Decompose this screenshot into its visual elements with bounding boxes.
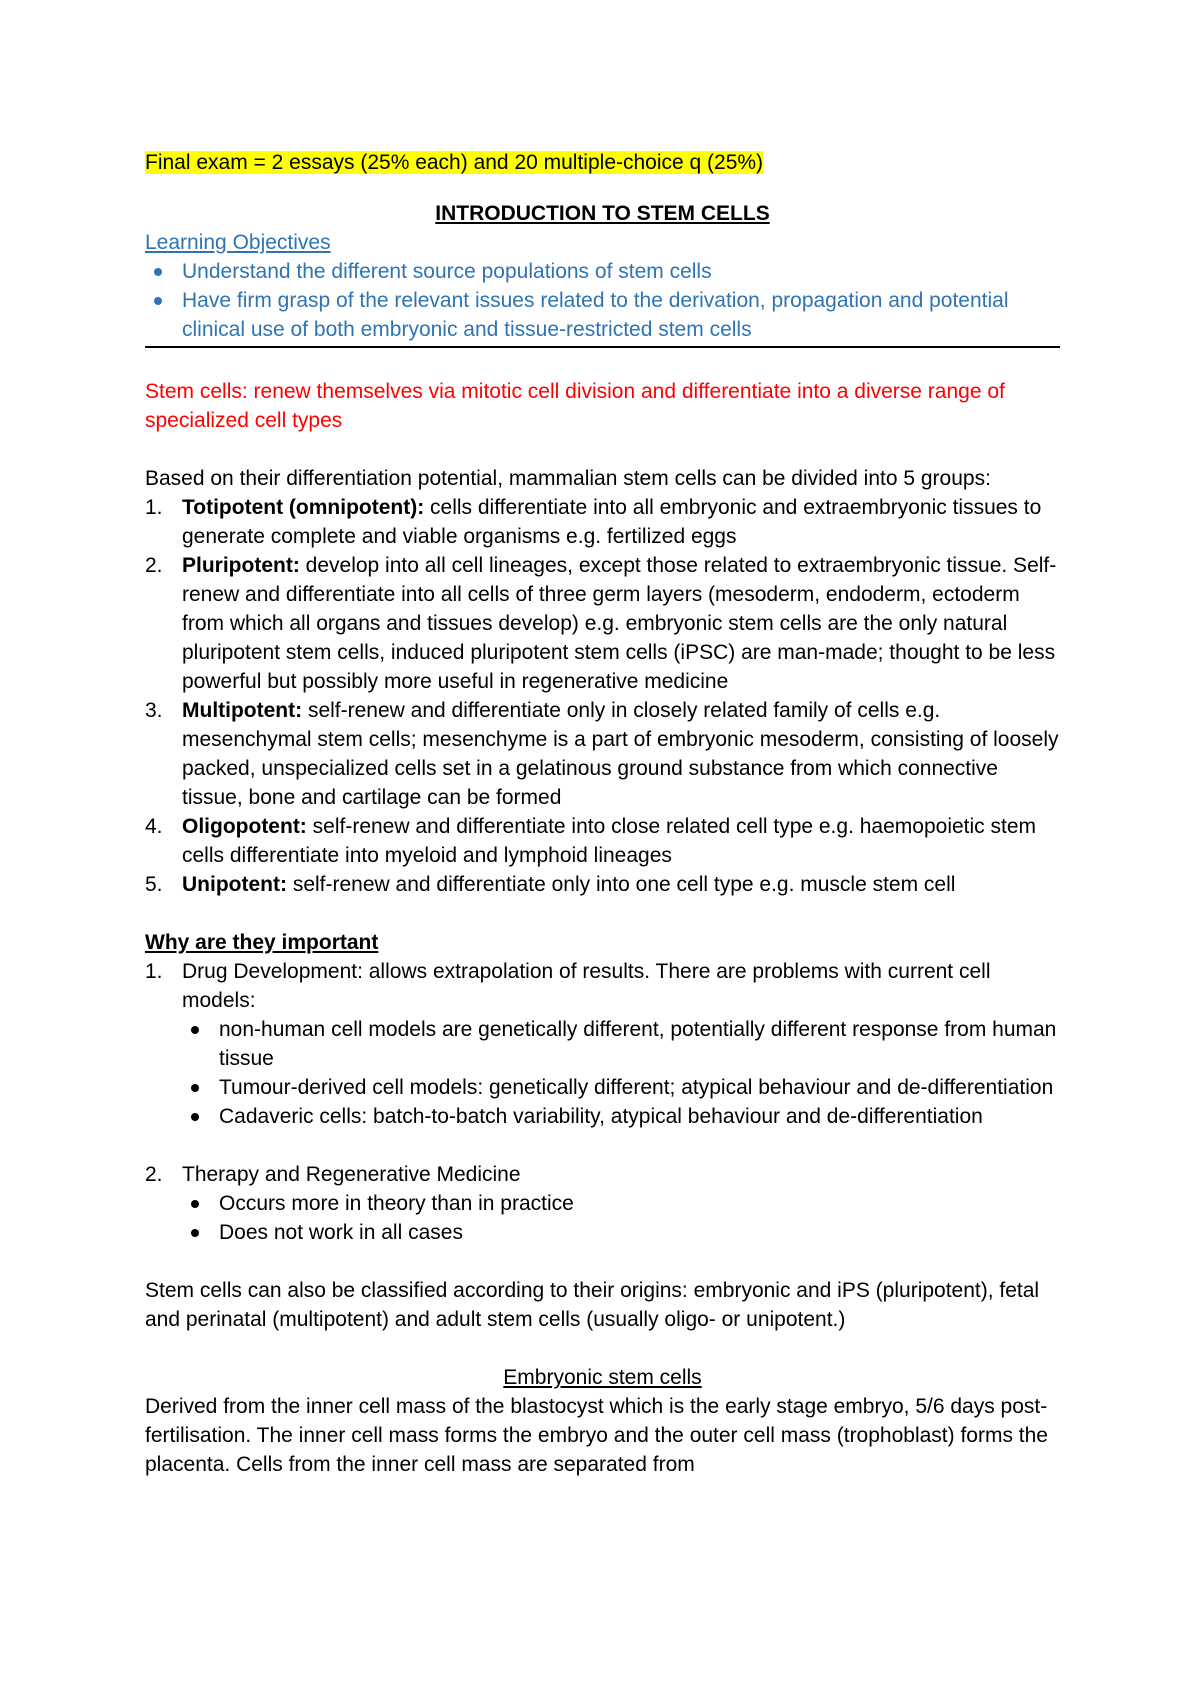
importance-list	[145, 957, 1060, 1131]
group-item: 4. Oligopotent: self-renew and differentiate into close related cell type e.g. haemopoietic stem cells differentiate into myeloid and lymphoid lineages	[145, 815, 1036, 867]
learning-objective-item: Have firm grasp of the relevant issues related to the derivation, propagation and potential clinical use of both embryonic and tissue-restricted stem cells	[145, 286, 1060, 344]
exam-note	[145, 148, 1060, 177]
group-term: Multipotent:	[182, 699, 303, 722]
learning-objectives	[145, 228, 1060, 344]
importance-item-text: Therapy and Regenerative Medicine	[182, 1163, 521, 1186]
importance-item-text: Drug Development: allows extrapolation of results. There are problems with current cell models:	[182, 960, 991, 1012]
embryonic-heading: Embryonic stem cells	[503, 1366, 702, 1389]
group-term: Totipotent (omnipotent):	[182, 496, 425, 519]
group-item: 1. Totipotent (omnipotent): cells differentiate into all embryonic and extraembryonic tissues to generate complete and viable organisms e.g. fertilized eggs	[145, 496, 1042, 548]
importance-bullet: Cadaveric cells: batch-to-batch variability, atypical behaviour and de-differentiation	[182, 1102, 1060, 1131]
learning-objectives-list	[145, 257, 1060, 344]
importance-item: 1. Drug Development: allows extrapolation of results. There are problems with current cell models: non-human cell models are genetically different, potentially different response from human tissue Tumour-derived cell models: genetically different; atypical behaviour and de-differentiation Cadaveric cells: batch-to-batch variability, atypical behaviour and de-differentiation	[145, 957, 1060, 1131]
groups-intro: Based on their differentiation potential, mammalian stem cells can be divided into 5 groups:	[145, 467, 991, 490]
learning-objectives-heading: Learning Objectives	[145, 231, 331, 254]
importance-bullet: Tumour-derived cell models: genetically different; atypical behaviour and de-differentiation	[182, 1073, 1060, 1102]
group-text: develop into all cell lineages, except those related to extraembryonic tissue. Self-renew and differentiate into all cells of three germ layers (mesoderm, endoderm, ectoderm from which all organs and tissues develop) e.g. embryonic stem cells are the only natural pluripotent stem cells, induced pluripotent stem cells (iPSC) are man-made; thought to be less powerful but possibly more useful in regenerative medicine	[182, 554, 1057, 693]
importance-item: 2. Therapy and Regenerative Medicine Occurs more in theory than in practice Does not work in all cases	[145, 1160, 1060, 1247]
learning-objective-item: Understand the different source populations of stem cells	[145, 257, 1060, 286]
group-term: Oligopotent:	[182, 815, 307, 838]
group-text: cells differentiate into all embryonic and extraembryonic tissues to generate complete and viable organisms e.g. fertilized eggs	[182, 496, 1042, 548]
page-title: INTRODUCTION TO STEM CELLS	[435, 202, 770, 225]
groups-list	[145, 493, 1060, 899]
importance-bullet: Does not work in all cases	[182, 1218, 1060, 1247]
group-text: self-renew and differentiate only in closely related family of cells e.g. mesenchymal stem cells; mesenchyme is a part of embryonic mesoderm, consisting of loosely packed, unspecialized cells set in a gelatinous ground substance from which connective tissue, bone and cartilage can be formed	[182, 699, 1059, 809]
group-item: 3. Multipotent: self-renew and differentiate only in closely related family of cells e.g. mesenchymal stem cells; mesenchyme is a part of embryonic mesoderm, consisting of loosely packed, unspecialized cells set in a gelatinous ground substance from which connective tissue, bone and cartilage can be formed	[145, 699, 1059, 809]
importance-heading: Why are they important	[145, 931, 379, 954]
group-item: 2. Pluripotent: develop into all cell lineages, except those related to extraembryonic tissue. Self-renew and differentiate into all cells of three germ layers (mesoderm, endoderm, ectoderm from which all organs and tissues develop) e.g. embryonic stem cells are the only natural pluripotent stem cells, induced pluripotent stem cells (iPSC) are man-made; thought to be less powerful but possibly more useful in regenerative medicine	[145, 554, 1057, 693]
group-text: self-renew and differentiate only into one cell type e.g. muscle stem cell	[286, 873, 956, 896]
importance-bullet: non-human cell models are genetically different, potentially different response from human tissue	[182, 1015, 1060, 1073]
embryonic-paragraph: Derived from the inner cell mass of the blastocyst which is the early stage embryo, 5/6 days post-fertilisation. The inner cell mass forms the embryo and the outer cell mass (trophoblast) forms the placenta. Cells from the inner cell mass are separated from	[145, 1395, 1048, 1476]
exam-note-highlight: Final exam = 2 essays (25% each) and 20 multiple-choice q (25%)	[145, 151, 764, 174]
importance-sub-list	[182, 1015, 1060, 1131]
stem-cell-definition: Stem cells: renew themselves via mitotic cell division and differentiate into a diverse range of specialized cell types	[145, 380, 1005, 432]
importance-sub-list	[182, 1189, 1060, 1247]
importance-bullet: Occurs more in theory than in practice	[182, 1189, 1060, 1218]
group-term: Pluripotent:	[182, 554, 300, 577]
importance-list-continued	[145, 1160, 1060, 1247]
group-term: Unipotent:	[182, 873, 287, 896]
group-text: self-renew and differentiate into close related cell type e.g. haemopoietic stem cells differentiate into myeloid and lymphoid lineages	[182, 815, 1036, 867]
origins-paragraph: Stem cells can also be classified according to their origins: embryonic and iPS (pluripotent), fetal and perinatal (multipotent) and adult stem cells (usually oligo- or unipotent.)	[145, 1279, 1040, 1331]
group-item: 5. Unipotent: self-renew and differentiate only into one cell type e.g. muscle stem cell	[145, 873, 956, 896]
